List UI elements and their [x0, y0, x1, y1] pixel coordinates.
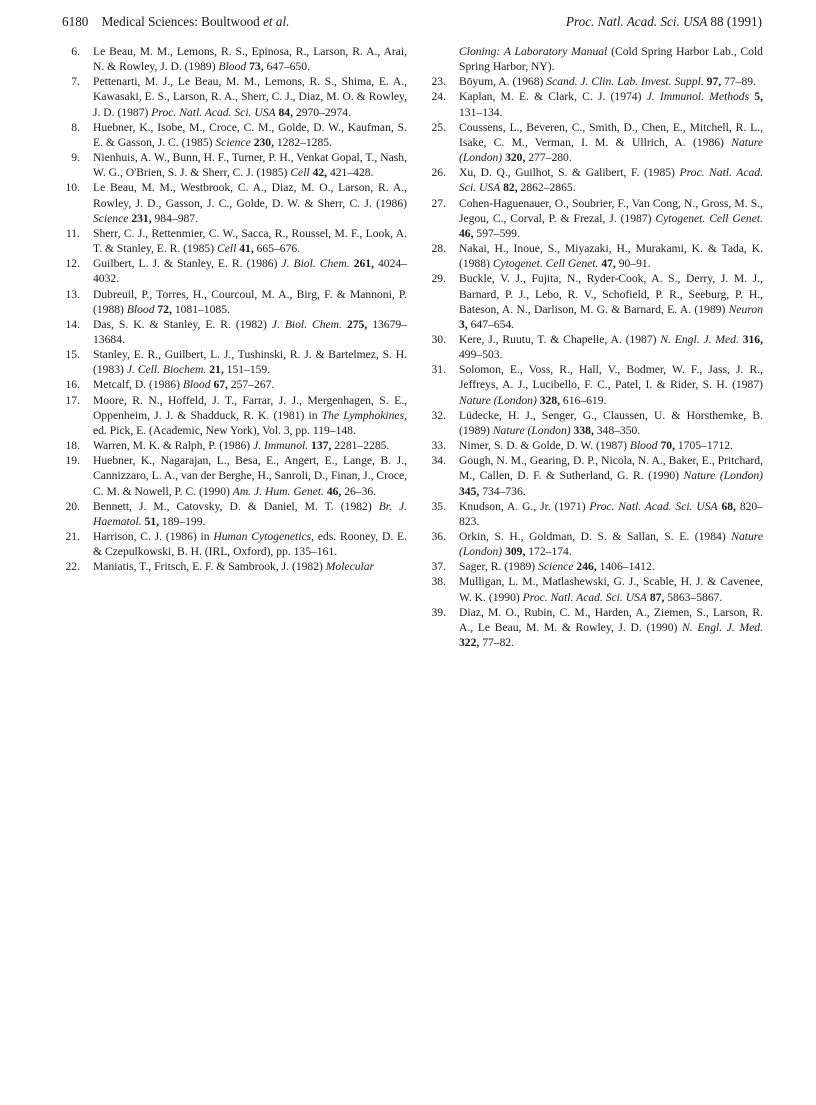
reference-volume: 84,	[278, 105, 293, 119]
reference-pages: eds. Rooney, D. E. & Czepulkowski, B. H. (IRL, Oxford), pp. 135–161.	[93, 530, 407, 559]
reference-text	[459, 332, 763, 362]
reference-number: 20.	[65, 499, 80, 513]
reference-text	[459, 529, 763, 559]
reference-text	[459, 499, 763, 529]
reference-number: 24.	[431, 90, 446, 104]
reference-item	[428, 120, 763, 165]
reference-number: 8.	[71, 120, 80, 134]
reference-journal: Nature (London)	[492, 423, 571, 437]
reference-text	[459, 120, 763, 165]
reference-text	[459, 74, 763, 89]
reference-journal: Proc. Natl. Acad. Sci. USA	[459, 166, 763, 195]
reference-authors: Nimer, S. D. & Golde, D. W. (1987)	[459, 439, 630, 453]
reference-item	[62, 393, 407, 438]
reference-authors: Knudson, A. G., Jr. (1971)	[459, 499, 590, 513]
reference-authors: Bōyum, A. (1968)	[459, 75, 547, 89]
reference-item	[62, 120, 407, 150]
reference-authors: Nakai, H., Inoue, S., Miyazaki, H., Murakami, K. & Tada, K. (1988)	[459, 242, 763, 271]
reference-authors: Coussens, L., Beveren, C., Smith, D., Chen, E., Mitchell, R. L., Isake, C. M., Verman, I. M. & Ullrich, A. (1986)	[459, 120, 763, 149]
reference-volume: 322,	[459, 636, 480, 650]
reference-journal: Cytogenet. Cell Genet.	[492, 257, 599, 271]
reference-number: 16.	[65, 378, 80, 392]
reference-pages: 348–350.	[593, 423, 641, 437]
reference-number: 19.	[65, 454, 80, 468]
reference-authors: Maniatis, T., Fritsch, E. F. & Sambrook, J. (1982)	[93, 560, 326, 574]
reference-authors: Sherr, C. J., Rettenmier, C. W., Sacca, R., Roussel, M. F., Look, A. T. & Stanley, E. R. (1985)	[93, 226, 407, 256]
reference-item	[62, 453, 407, 498]
reference-pages: 665–676.	[253, 242, 301, 256]
reference-item	[62, 150, 407, 180]
reference-item	[428, 74, 763, 89]
reference-number: 7.	[71, 75, 80, 89]
reference-text	[459, 165, 763, 195]
reference-journal: Molecular	[325, 560, 375, 574]
reference-text	[459, 408, 763, 438]
reference-authors: Le Beau, M. M., Westbrook, C. A., Diaz, M. O., Larson, R. A., Rowley, J. D., Gasson, J. C., Golde, D. W. & Sherr, C. J. (1986)	[93, 181, 407, 210]
reference-authors: Bennett, J. M., Catovsky, D. & Daniel, M. T. (1982)	[93, 499, 379, 513]
reference-volume: 137,	[311, 439, 332, 453]
reference-authors: Pettenarti, M. J., Le Beau, M. M., Lemons, R. S., Shima, E. A., Kawasaki, E. S., Larson, R. A., Sherr, C. J., Diaz, M. O. & Rowley, J. D. (1987)	[93, 75, 407, 119]
reference-authors: Diaz, M. O., Rubin, C. M., Harden, A., Ziemen, S., Larson, R. A., Le Beau, M. M. & Rowley, J. D. (1990)	[459, 605, 763, 634]
reference-text	[93, 377, 407, 392]
reference-text	[459, 241, 763, 271]
section-title: Medical Sciences: Boultwood	[101, 14, 264, 29]
reference-text	[93, 256, 407, 286]
reference-volume: 97,	[706, 75, 722, 89]
journal-name: Proc. Natl. Acad. Sci. USA	[565, 14, 711, 29]
reference-journal: Cell	[290, 166, 310, 180]
reference-number: 6.	[71, 45, 80, 58]
reference-volume: 231,	[131, 211, 152, 225]
reference-number: 13.	[65, 287, 80, 301]
reference-text	[459, 271, 763, 332]
header-right	[566, 7, 762, 37]
reference-authors: Gough, N. M., Gearing, D. P., Nicola, N. A., Baker, E., Pritchard, M., Callen, D. F. & Sutherland, G. R. (1990)	[459, 454, 763, 483]
reference-journal: Am. J. Hum. Genet.	[232, 484, 324, 498]
reference-authors: Mulligan, L. M., Matlashewski, G. J., Scable, H. J. & Cavenee, W. K. (1990)	[459, 575, 763, 604]
reference-pages: 172–174.	[525, 545, 572, 559]
reference-text	[459, 559, 763, 574]
reference-item	[62, 347, 407, 377]
reference-number: 9.	[71, 151, 80, 165]
reference-authors: Orkin, S. H., Goldman, D. S. & Sallan, S. E. (1984)	[459, 530, 732, 543]
reference-pages: 2862–2865.	[517, 181, 576, 195]
reference-journal: Blood	[218, 60, 247, 74]
reference-text	[93, 529, 407, 559]
reference-text	[459, 89, 763, 119]
reference-authors: Guilbert, L. J. & Stanley, E. R. (1986)	[93, 257, 282, 271]
reference-text	[93, 287, 407, 317]
reference-item	[428, 241, 763, 271]
reference-pages: 277–280.	[525, 151, 572, 165]
reference-pages: 131–134.	[459, 105, 503, 119]
reference-journal: Br. J. Haematol.	[93, 499, 407, 528]
reference-text	[93, 453, 407, 498]
reference-volume: 316,	[742, 332, 763, 346]
reference-number: 10.	[65, 181, 80, 195]
reference-item	[62, 287, 407, 317]
reference-number: 11.	[65, 226, 80, 240]
reference-number: 34.	[431, 454, 446, 468]
reference-number: 28.	[431, 242, 446, 256]
page-header	[62, 7, 762, 37]
reference-authors: Solomon, E., Voss, R., Hall, V., Bodmer, W. F., Jass, J. R., Jeffreys, A. J., Lucibello, F. C., Patel, I. & Rider, S. H. (1987)	[459, 363, 763, 392]
reference-item	[428, 271, 763, 332]
reference-item	[428, 89, 763, 119]
continuation-publisher: (Cold Spring Harbor Lab., Cold Spring Harbor, NY).	[459, 45, 763, 74]
reference-item	[428, 362, 763, 407]
reference-text	[93, 74, 407, 119]
reference-number: 37.	[431, 560, 446, 574]
reference-number: 18.	[65, 439, 80, 453]
reference-authors: Xu, D. Q., Guilhot, S. & Galibert, F. (1985)	[459, 166, 680, 180]
reference-pages: 597–599.	[473, 226, 520, 240]
reference-volume: 309,	[505, 545, 526, 559]
reference-text	[459, 453, 763, 498]
reference-item	[428, 453, 763, 498]
reference-volume: 261,	[353, 257, 374, 271]
reference-number: 14.	[65, 317, 80, 331]
reference-journal: Nature (London)	[459, 530, 763, 559]
reference-journal: J. Biol. Chem.	[281, 257, 350, 271]
reference-pages: 77–89.	[721, 75, 756, 89]
reference-volume: 67,	[213, 378, 228, 392]
reference-journal: Science	[215, 135, 251, 149]
reference-volume: 320,	[505, 151, 526, 165]
reference-journal: Nature (London)	[683, 469, 763, 483]
reference-number: 36.	[431, 530, 446, 543]
reference-text	[459, 605, 763, 650]
reference-item	[428, 408, 763, 438]
reference-text	[93, 120, 407, 150]
reference-volume: 42,	[312, 166, 328, 180]
reference-volume: 275,	[346, 317, 368, 331]
reference-authors: Nienhuis, A. W., Bunn, H. F., Turner, P. H., Venkat Gopal, T., Nash, W. G., O'Brien, S. J. & Sherr, C. J. (1985)	[93, 151, 407, 180]
reference-authors: Le Beau, M. M., Lemons, R. S., Epinosa, R., Larson, R. A., Arai, N. & Rowley, J. D. (1989)	[93, 45, 407, 74]
reference-item	[62, 438, 407, 453]
reference-volume: 51,	[144, 514, 160, 528]
reference-number: 12.	[65, 257, 80, 271]
reference-volume: 3,	[459, 317, 468, 331]
reference-item	[62, 499, 407, 529]
reference-journal: Blood	[182, 378, 211, 392]
reference-volume: 87,	[649, 590, 665, 604]
reference-volume: 46,	[459, 226, 474, 240]
reference-journal: Nature (London)	[459, 393, 537, 407]
reference-journal: Science	[538, 560, 574, 574]
reference-text	[93, 180, 407, 225]
reference-volume: 21,	[209, 363, 224, 377]
reference-item	[428, 529, 763, 559]
reference-authors: Das, S. K. & Stanley, E. R. (1982)	[93, 317, 272, 331]
reference-number: 15.	[65, 348, 80, 362]
reference-journal: N. Engl. J. Med.	[682, 620, 764, 634]
reference-text	[93, 393, 407, 438]
reference-item	[62, 44, 407, 74]
reference-pages: 151–159.	[223, 363, 271, 377]
reference-journal: Blood	[629, 439, 658, 453]
reference-volume: 345,	[459, 484, 480, 498]
reference-volume: 70,	[660, 439, 675, 453]
volume-year: 88 (1991)	[710, 14, 762, 29]
reference-authors: Kaplan, M. E. & Clark, C. J. (1974)	[459, 90, 647, 104]
reference-journal: J. Cell. Biochem.	[126, 363, 207, 377]
reference-pages: 1282–1285.	[273, 135, 332, 149]
reference-volume: 46,	[326, 484, 342, 498]
reference-pages: 616–619.	[560, 393, 607, 407]
reference-journal: N. Engl. J. Med.	[660, 332, 739, 346]
reference-number: 17.	[65, 393, 80, 407]
reference-text	[93, 499, 407, 529]
reference-item	[62, 317, 407, 347]
reference-item	[428, 165, 763, 195]
reference-authors: Huebner, K., Isobe, M., Croce, C. M., Golde, D. W., Kaufman, S. E. & Gasson, J. C. (1985)	[93, 120, 407, 149]
continuation-title: Cloning: A Laboratory Manual	[459, 45, 608, 58]
reference-column-left	[62, 44, 407, 574]
reference-item	[62, 559, 407, 574]
reference-pages: 2970–2974.	[293, 105, 351, 119]
reference-authors: Sager, R. (1989)	[459, 560, 539, 574]
reference-text	[93, 150, 407, 180]
reference-number: 31.	[431, 363, 446, 377]
reference-item	[428, 499, 763, 529]
reference-item	[62, 226, 407, 256]
reference-authors: Kere, J., Ruutu, T. & Chapelle, A. (1987)	[459, 332, 661, 346]
reference-item	[428, 559, 763, 574]
reference-authors: Huebner, K., Nagarajan, L., Besa, E., Angert, E., Lange, B. J., Cannizzaro, L. A., van der Berghe, H., Sanroli, D., Finan, J., Croce, C. M. & Nowell, P. C. (1990)	[93, 454, 407, 498]
reference-continuation	[428, 44, 763, 74]
reference-pages: 4024–4032.	[93, 257, 407, 286]
reference-text	[459, 196, 763, 241]
reference-volume: 338,	[573, 423, 594, 437]
reference-text	[459, 438, 763, 453]
reference-item	[62, 256, 407, 286]
reference-item	[428, 574, 763, 604]
reference-pages: 984–987.	[151, 211, 198, 225]
reference-text	[93, 559, 407, 574]
reference-journal: Science	[93, 211, 129, 225]
reference-pages: 189–199.	[159, 514, 206, 528]
reference-number: 33.	[431, 439, 446, 453]
page-number: 6180	[62, 14, 89, 29]
reference-number: 25.	[431, 120, 446, 134]
reference-column-right	[428, 44, 763, 650]
reference-pages: 734–736.	[479, 484, 526, 498]
reference-pages: 90–91.	[615, 257, 651, 271]
reference-authors: Warren, M. K. & Ralph, P. (1986)	[93, 439, 254, 453]
reference-volume: 41,	[239, 242, 254, 256]
reference-text	[93, 438, 407, 453]
reference-journal: Neuron	[728, 302, 763, 316]
reference-volume: 73,	[249, 60, 264, 74]
reference-number: 32.	[431, 408, 446, 422]
reference-pages: 5863–5867.	[664, 590, 723, 604]
reference-pages: 1705–1712.	[674, 439, 733, 453]
reference-pages: 647–654.	[467, 317, 515, 331]
reference-volume: 230,	[253, 135, 274, 149]
reference-pages: 26–36.	[341, 484, 377, 498]
reference-volume: 5,	[754, 90, 763, 104]
reference-text	[93, 347, 407, 377]
reference-pages: 2281–2285.	[331, 439, 390, 453]
reference-number: 38.	[431, 575, 446, 589]
reference-text	[459, 362, 763, 407]
reference-volume: 82,	[503, 181, 518, 195]
reference-item	[428, 196, 763, 241]
reference-journal: Proc. Natl. Acad. Sci. USA	[522, 590, 647, 604]
reference-number: 21.	[65, 530, 80, 543]
reference-number: 30.	[431, 332, 446, 346]
reference-authors: Buckle, V. J., Fujita, N., Ryder-Cook, A. S., Derry, J. M. J., Barnard, P. J., Lebo, R. V., Schofield, P. R., Seeburg, P. H., Bateson, A. N., Darlison, M. G. & Barnard, E. A. (1989)	[459, 272, 763, 316]
reference-list-right	[428, 74, 763, 650]
reference-pages: 647–650.	[263, 60, 310, 74]
reference-item	[62, 180, 407, 225]
reference-item	[62, 74, 407, 119]
reference-pages: 499–503.	[459, 348, 503, 362]
reference-volume: 47,	[601, 257, 616, 271]
et-al: et al.	[263, 14, 290, 29]
reference-number: 23.	[431, 75, 446, 89]
reference-authors: Moore, R. N., Hoffeld, J. T., Farrar, J. J., Mergenhagen, S. E., Oppenheim, J. J. & Shadduck, R. K. (1981) in	[93, 393, 407, 422]
reference-text	[93, 226, 407, 256]
reference-journal: Cytogenet. Cell Genet.	[655, 211, 763, 225]
reference-item	[428, 332, 763, 362]
reference-pages: ed. Pick, E. (Academic, New York), Vol. 3, pp. 119–148.	[93, 423, 356, 437]
reference-pages: 77–82.	[479, 636, 515, 650]
reference-authors: Harrison, C. J. (1986) in	[93, 530, 214, 543]
reference-number: 22.	[65, 560, 80, 574]
reference-journal: Human Cytogenetics,	[213, 530, 315, 543]
reference-journal: Scand. J. Clin. Lab. Invest. Suppl.	[546, 75, 704, 89]
reference-number: 35.	[431, 499, 446, 513]
reference-number: 27.	[431, 196, 446, 210]
reference-volume: 246,	[576, 560, 597, 574]
reference-text	[93, 317, 407, 347]
reference-authors: Metcalf, D. (1986)	[93, 378, 183, 392]
reference-number: 29.	[431, 272, 446, 286]
reference-text	[459, 574, 763, 604]
reference-pages: 421–428.	[327, 166, 374, 180]
reference-authors: Lüdecke, H. J., Senger, G., Claussen, U. & Horsthemke, B. (1989)	[459, 408, 763, 437]
reference-item	[428, 605, 763, 650]
reference-journal: The Lymphokines,	[321, 408, 407, 422]
reference-journal: J. Immunol. Methods	[646, 90, 750, 104]
reference-pages: 1081–1085.	[171, 302, 230, 316]
reference-journal: Proc. Natl. Acad. Sci. USA	[151, 105, 276, 119]
reference-volume: 328,	[539, 393, 561, 407]
reference-volume: 68,	[721, 499, 736, 513]
reference-journal: Nature (London)	[459, 135, 763, 165]
reference-authors: Dubreuil, P., Torres, H., Courcoul, M. A., Birg, F. & Mannoni, P. (1988)	[93, 287, 407, 316]
reference-journal: Cell	[216, 242, 237, 256]
reference-journal: J. Biol. Chem.	[271, 317, 342, 331]
reference-pages: 13679–13684.	[93, 317, 407, 346]
reference-journal: J. Immunol.	[253, 439, 309, 453]
reference-number: 26.	[431, 166, 446, 180]
reference-number: 39.	[431, 605, 446, 619]
reference-pages: 257–267.	[227, 378, 275, 392]
reference-authors: Cohen-Haguenauer, O., Soubrier, F., Van Cong, N., Gross, M. S., Jegou, C., Corval, P. & Frezal, J. (1987)	[459, 196, 763, 225]
reference-item	[428, 438, 763, 453]
reference-pages: 820–823.	[459, 499, 764, 528]
reference-pages: 1406–1412.	[596, 560, 655, 574]
reference-volume: 72,	[157, 302, 172, 316]
reference-journal: Proc. Natl. Acad. Sci. USA	[589, 499, 718, 513]
reference-authors: Stanley, E. R., Guilbert, L. J., Tushinski, R. J. & Bartelmez, S. H. (1983)	[93, 348, 407, 377]
reference-item	[62, 377, 407, 392]
reference-item	[62, 529, 407, 559]
header-left	[62, 7, 289, 37]
reference-text	[93, 44, 407, 74]
reference-journal: Blood	[126, 302, 155, 316]
